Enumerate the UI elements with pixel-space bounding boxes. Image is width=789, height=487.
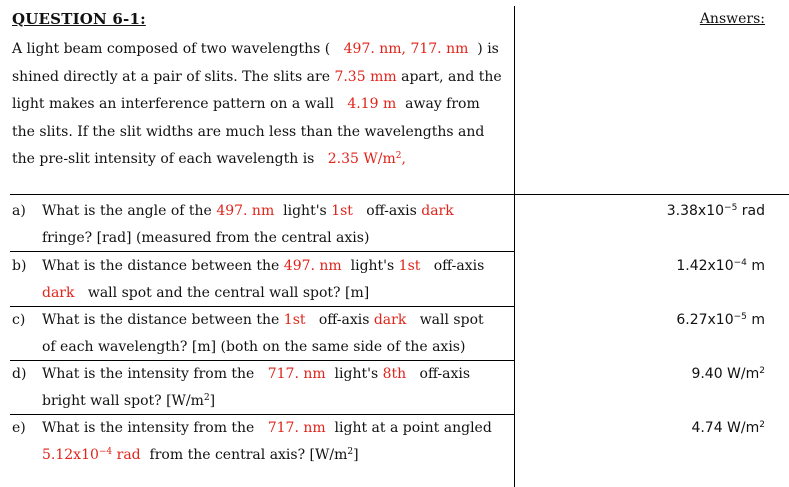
intro-text: A light beam composed of two wavelengths (: [12, 41, 331, 57]
intro-text: shined directly at a pair of slits. The slits are: [12, 68, 330, 85]
intro-line-2: [12, 64, 512, 92]
intro-text: apart, and the: [401, 68, 502, 85]
intro-text: ) is: [477, 41, 499, 57]
pre-slit-intensity: 2.35 $W/m^2$,: [327, 151, 406, 167]
column-divider: [514, 6, 515, 487]
intro-text: the pre-slit intensity of each wavelength is: [12, 151, 315, 167]
question-page: QUESTION 6-1: Answers: A light beam composed of two wavelengths ( 497. nm, 717. nm ) is shined directly at a pair of slits. The slits are 7.35 mm apart, and the light makes an interference pattern on a wall 4.19 m away from the slits. If the slit widths are much less than the wavelengths and the pre-slit intensity of each wavelength is 2.35 $W/m^2$, a) What is the angle of the 497. nm light's 1st off-axis dark fringe? [rad] (measured from the central axis) $3.38x10^{-5}$ rad b) What is the distance between the 497. nm light's 1st off-axis dark wall spot and the central wall spot? [m] $1.42x10^{-4}$ m c) What is the distance between the 1st off-axis dark wall spot of each wavelength? [m] (both on the same side of the axis) $6.27x10^{-5}$ m d) What is the intensity from the 717. nm light's 8th off-axis bright wall spot? $[W/m^2]$ 9.40 $W/m^2$ e) What is the intensity from the 717. nm light at a point angled $5.12x10^{-4}$ rad from the central axis? $[W/m^2]$ 4.74 $W/m^2$: [0, 0, 789, 487]
answer-a: $3.38x10^{-5}$ rad: [666, 203, 765, 219]
wavelength-1: 497. nm,: [343, 41, 406, 57]
question-letter: d): [12, 366, 27, 382]
intro-text: away from: [405, 96, 480, 112]
answer-e: 4.74 $W/m^2$: [691, 420, 765, 436]
question-letter: c): [12, 312, 26, 328]
problem-statement: [12, 36, 512, 174]
intro-line-4: the slits. If the slit widths are much less than the wavelengths and: [12, 123, 485, 140]
section-divider: [10, 194, 789, 195]
answers-header: Answers:: [699, 11, 765, 27]
wavelength-2: 717. nm: [410, 41, 469, 57]
intro-line-3: [12, 91, 512, 119]
question-letter: b): [12, 258, 27, 274]
answer-b: $1.42x10^{-4}$ m: [676, 258, 765, 274]
intro-line-5: [12, 146, 512, 174]
wall-distance: 4.19 m: [347, 96, 397, 112]
question-title: QUESTION 6-1:: [12, 10, 146, 28]
intro-line-1: [12, 36, 512, 64]
question-letter: a): [12, 203, 26, 219]
question-letter: e): [12, 420, 26, 436]
intro-text: light makes an interference pattern on a wall: [12, 96, 334, 112]
slit-separation: 7.35 mm: [334, 68, 397, 85]
answer-c: $6.27x10^{-5}$ m: [676, 312, 765, 328]
answer-d: 9.40 $W/m^2$: [691, 366, 765, 382]
